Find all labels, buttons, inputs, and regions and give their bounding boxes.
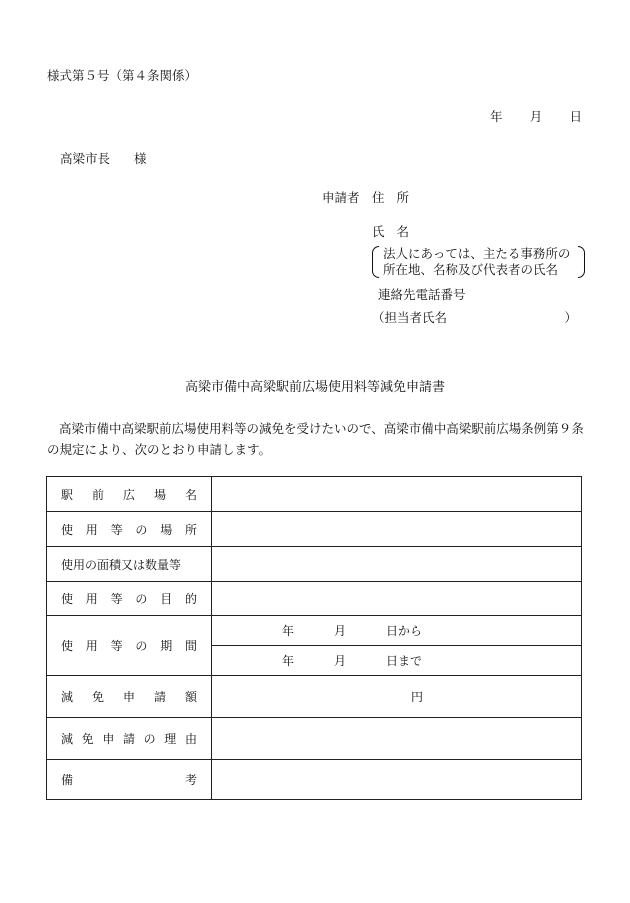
period-to-suffix: 日まで: [386, 654, 423, 668]
period-to-year: 年: [282, 654, 295, 668]
period-from-suffix: 日から: [386, 624, 423, 638]
left-bracket: [372, 246, 379, 278]
addressee-honorific: 様: [134, 151, 147, 166]
table-row: [47, 676, 582, 718]
period-from-year: 年: [282, 624, 295, 638]
form-number: 様式第５号（第４条関係）: [47, 68, 198, 83]
contact-person: [372, 308, 577, 326]
table-row: [47, 547, 582, 582]
row-label-area-quantity: 使用の面積又は数量等: [47, 547, 212, 582]
date-day: 日: [569, 109, 582, 124]
table-row: [47, 582, 582, 616]
phone-label: 連絡先電話番号: [378, 287, 466, 302]
input-purpose[interactable]: [212, 582, 582, 616]
period-from-month: 月: [334, 624, 347, 638]
contact-open: （担当者氏名: [372, 310, 448, 325]
table-row: [47, 760, 582, 800]
corp-note-line-1: 法人にあっては、主たる事務所の: [383, 246, 571, 261]
table-row: [47, 616, 582, 646]
input-reason[interactable]: [212, 718, 582, 760]
application-table: [46, 476, 582, 800]
right-bracket: [578, 246, 585, 278]
input-amount[interactable]: [212, 676, 582, 718]
date-line: [490, 107, 582, 125]
document-body: 高梁市備中高梁駅前広場使用料等の減免を受けたいので、高梁市備中高梁駅前広場条例第９条の規定により、次のとおり申請します。: [47, 421, 584, 457]
address-label: 住所: [372, 190, 422, 205]
row-label-period: 使 用 等 の 期 間: [47, 616, 212, 676]
addressee-name: 高梁市長: [60, 151, 111, 166]
date-year: 年: [490, 109, 503, 124]
date-month: 月: [529, 109, 543, 124]
name-label: 氏名: [372, 224, 422, 239]
input-usage-place[interactable]: [212, 512, 582, 547]
input-remarks[interactable]: [212, 760, 582, 800]
input-area-quantity[interactable]: [212, 547, 582, 582]
row-label-purpose: 使 用 等 の 目 的: [47, 582, 212, 616]
corp-note-line-2: 所在地、名称及び代表者の氏名: [383, 262, 559, 277]
corporation-note: [371, 246, 585, 278]
contact-close: ）: [564, 310, 577, 325]
row-label-amount: 減 免 申 請 額: [47, 676, 212, 718]
row-label-remarks: 備 考: [47, 760, 212, 800]
document-title: 高梁市備中高梁駅前広場使用料等減免申請書: [184, 380, 445, 395]
row-label-reason: 減 免 申 請 の 理 由: [47, 718, 212, 760]
input-period-to[interactable]: [212, 646, 582, 676]
addressee: [60, 149, 147, 167]
row-label-station-square: 駅 前 広 場 名: [47, 477, 212, 512]
input-period-from[interactable]: [212, 616, 582, 646]
table-row: [47, 512, 582, 547]
table-row: [47, 477, 582, 512]
row-label-usage-place: 使 用 等 の 場 所: [47, 512, 212, 547]
period-to-month: 月: [334, 654, 347, 668]
yen-unit: 円: [410, 690, 423, 704]
table-row: [47, 718, 582, 760]
input-station-square[interactable]: [212, 477, 582, 512]
applicant-label: 申請者: [322, 190, 360, 205]
